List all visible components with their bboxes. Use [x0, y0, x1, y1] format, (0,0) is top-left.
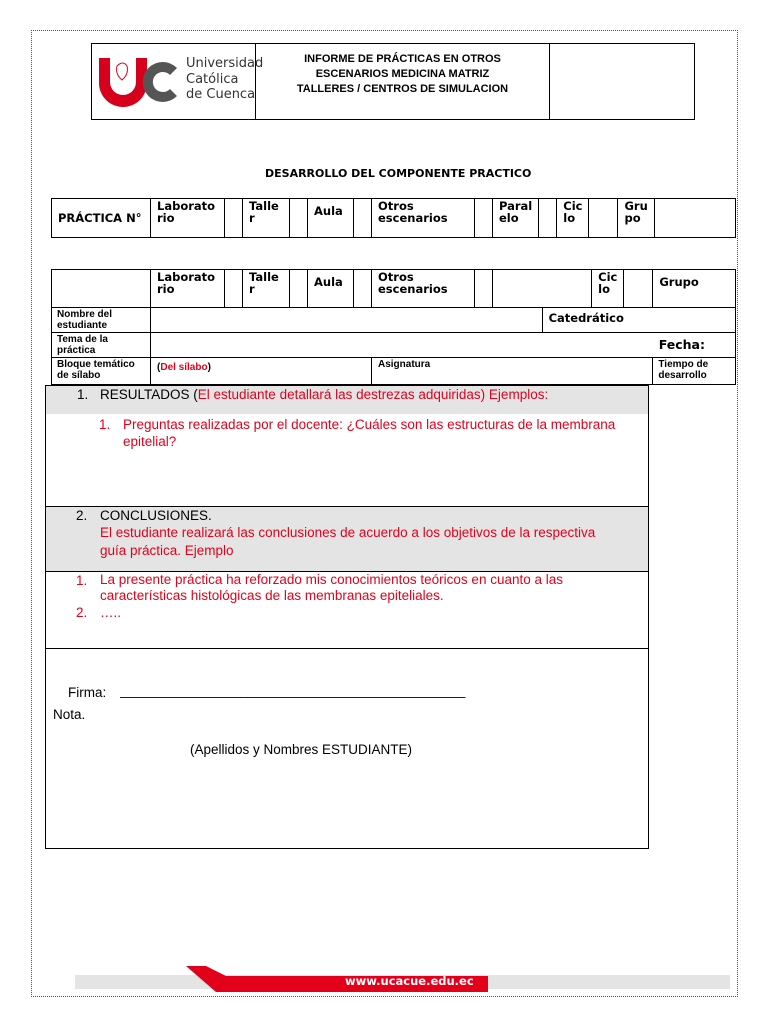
ucacue-logo-icon [97, 56, 183, 108]
checkbox-aula[interactable] [354, 199, 372, 238]
firma-section [45, 649, 649, 849]
checkbox-otros-2[interactable] [475, 270, 493, 308]
student-name-caption: (Apellidos y Nombres ESTUDIANTE) [190, 742, 413, 757]
fecha-label: Fecha: [658, 337, 705, 352]
checkbox-laboratorio-2[interactable] [225, 270, 243, 308]
checkbox-ciclo-2[interactable] [624, 270, 653, 308]
resultados-label: RESULTADOS ( [100, 387, 198, 402]
field-tema-practica[interactable] [151, 333, 736, 358]
header-title-cell [256, 44, 550, 120]
conclusiones-item-1: La presente práctica ha reforzado mis conocimientos teóricos en cuanto a las características histológicas de las membranas epiteliales. [100, 572, 564, 603]
del-silabo-hint: Del sílabo [160, 362, 208, 373]
checkbox-otros[interactable] [475, 199, 493, 238]
footer-url[interactable]: www.ucacue.edu.ec [345, 974, 474, 988]
conclusiones-hint: El estudiante realizará las conclusiones de acuerdo a los objetivos de la respectiva guía práctica. Ejemplo [100, 525, 596, 558]
logo-text: Universidad Católica de Cuenca [186, 56, 264, 102]
practice-type-table: PRÁCTICA N° Laborato rio Talle r Aula Otros escenarios Paral elo Cic lo Gru po [51, 198, 736, 238]
student-info-table: Laborato rio Talle r Aula Otros escenarios Cic lo Grupo Nombre del estudiante Catedrático Tema de la práctica Fecha: Bloque temático de sílabo (Del sílabo) Asignatura Tiempo de desarrollo [51, 269, 736, 385]
practice-number-label: PRÁCTICA N° [58, 211, 142, 225]
conclusiones-header: 2. CONCLUSIONES. El estudiante realizará las conclusiones de acuerdo a los objetivos de la respectiva guía práctica. Ejemplo [45, 507, 649, 571]
firma-label: Firma: [68, 685, 107, 700]
checkbox-laboratorio[interactable] [225, 199, 243, 238]
header-table [91, 43, 695, 120]
catedratico-label: Catedrático [548, 311, 624, 325]
resultados-body[interactable]: 1. Preguntas realizadas por el docente: ¿Cuáles son las estructuras de la membrana epitelial? [45, 414, 649, 507]
conclusiones-item-2: ….. [100, 605, 122, 620]
resultados-header: 1. RESULTADOS (El estudiante detallará las destrezas adquiridas) Ejemplos: [45, 385, 649, 414]
checkbox-taller[interactable] [290, 199, 308, 238]
field-nombre-estudiante[interactable] [151, 308, 543, 333]
conclusiones-label: CONCLUSIONES. [100, 508, 212, 523]
nota-label: Nota. [53, 707, 86, 722]
logo-cell [92, 44, 264, 120]
conclusiones-body[interactable]: 1. La presente práctica ha reforzado mis conocimientos teóricos en cuanto a las características histológicas de las membranas epiteliales. 2. ….. [45, 571, 649, 649]
asignatura-label: Asignatura [378, 359, 431, 370]
checkbox-ciclo[interactable] [589, 199, 618, 238]
field-grupo[interactable] [654, 199, 735, 238]
checkbox-aula-2[interactable] [354, 270, 372, 308]
header-empty-cell [550, 44, 695, 120]
resultados-hint: El estudiante detallará las destrezas adquiridas) Ejemplos: [197, 387, 549, 402]
document-title: INFORME DE PRÁCTICAS EN OTROS ESCENARIOS MEDICINA MATRIZ TALLERES / CENTROS DE SIMULACION [296, 53, 509, 95]
firma-signature-line[interactable]: ______________________________________________ [120, 683, 466, 698]
checkbox-paralelo[interactable] [539, 199, 557, 238]
resultados-item: Preguntas realizadas por el docente: ¿Cuáles son las estructuras de la membrana epitelial? [123, 417, 616, 449]
section-title: DESARROLLO DEL COMPONENTE PRACTICO [265, 167, 532, 180]
checkbox-taller-2[interactable] [290, 270, 308, 308]
